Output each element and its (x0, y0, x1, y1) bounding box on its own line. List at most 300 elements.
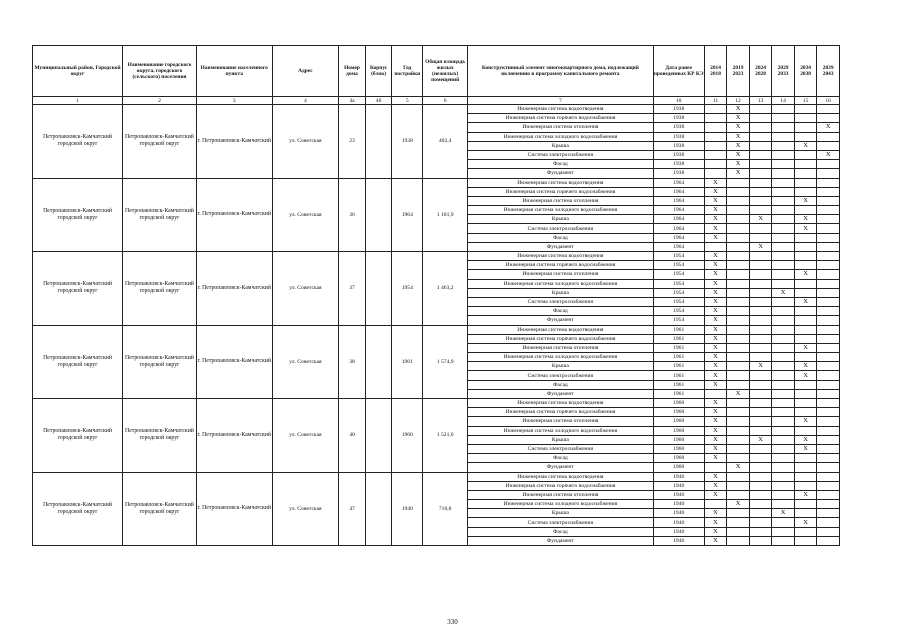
period-2024-2028-mark (749, 343, 772, 352)
block-cell (365, 399, 392, 473)
period-2039-2043-mark: X (817, 150, 840, 159)
period-2029-2033-mark (772, 132, 795, 141)
structural-element-cell: Крыша (468, 362, 653, 371)
period-2019-2023-mark (727, 178, 750, 187)
period-2014-2018-mark: X (704, 371, 727, 380)
period-2039-2043-mark (817, 270, 840, 279)
period-2029-2033-mark (772, 353, 795, 362)
period-2024-2028-mark: X (749, 362, 772, 371)
period-2019-2023-mark (727, 536, 750, 545)
period-2019-2023-mark (727, 518, 750, 527)
period-2014-2018-mark: X (704, 196, 727, 205)
settlement-cell: Петропавловск-Камчатский городской округ (123, 399, 197, 473)
period-2039-2043-mark (817, 316, 840, 325)
period-2024-2028-mark (749, 105, 772, 114)
period-2039-2043-mark (817, 500, 840, 509)
previous-repair-date-cell: 1961 (653, 389, 704, 398)
previous-repair-date-cell: 1964 (653, 242, 704, 251)
period-2039-2043-mark (817, 509, 840, 518)
district-cell: Петропавловск-Камчатский городской округ (33, 399, 123, 473)
structural-element-cell: Инженерная система отопления (468, 196, 653, 205)
period-2029-2033-mark (772, 500, 795, 509)
previous-repair-date-cell: 1940 (653, 481, 704, 490)
period-2014-2018-mark: X (704, 261, 727, 270)
period-2024-2028-mark (749, 233, 772, 242)
period-2024-2028-mark (749, 169, 772, 178)
period-2029-2033-mark (772, 242, 795, 251)
period-2034-2038-mark (794, 242, 817, 251)
previous-repair-date-cell: 1954 (653, 316, 704, 325)
period-2024-2028-mark: X (749, 242, 772, 251)
period-2029-2033-mark (772, 444, 795, 453)
period-2014-2018-mark: X (704, 252, 727, 261)
period-2024-2028-mark (749, 224, 772, 233)
period-2029-2033-mark (772, 206, 795, 215)
previous-repair-date-cell: 1940 (653, 500, 704, 509)
period-2014-2018-mark (704, 114, 727, 123)
previous-repair-date-cell: 1960 (653, 426, 704, 435)
period-2019-2023-mark (727, 316, 750, 325)
period-2039-2043-mark (817, 389, 840, 398)
table-row (33, 178, 840, 187)
period-2024-2028-mark (749, 463, 772, 472)
column-number: 10 (653, 97, 704, 105)
period-2039-2043-mark (817, 141, 840, 150)
block-cell (365, 105, 392, 179)
period-2029-2033-mark (772, 334, 795, 343)
period-2019-2023-mark (727, 435, 750, 444)
column-number: 4 (272, 97, 339, 105)
column-number: 14 (772, 97, 795, 105)
header-period-2029-2033: 2029 2033 (772, 46, 795, 97)
period-2039-2043-mark (817, 279, 840, 288)
period-2024-2028-mark (749, 389, 772, 398)
period-2029-2033-mark (772, 325, 795, 334)
period-2014-2018-mark: X (704, 270, 727, 279)
period-2014-2018-mark: X (704, 527, 727, 536)
period-2014-2018-mark: X (704, 399, 727, 408)
period-2029-2033-mark (772, 150, 795, 159)
period-2019-2023-mark (727, 334, 750, 343)
period-2014-2018-mark: X (704, 233, 727, 242)
block-cell (365, 325, 392, 399)
column-number: 2 (123, 97, 197, 105)
period-2019-2023-mark (727, 371, 750, 380)
period-2039-2043-mark (817, 325, 840, 334)
period-2029-2033-mark (772, 371, 795, 380)
period-2024-2028-mark (749, 206, 772, 215)
period-2034-2038-mark: X (794, 224, 817, 233)
structural-element-cell: Инженерная система холодного водоснабжения (468, 279, 653, 288)
period-2039-2043-mark (817, 536, 840, 545)
period-2019-2023-mark: X (727, 123, 750, 132)
house-number-cell: 38 (339, 325, 366, 399)
block-cell (365, 252, 392, 326)
period-2029-2033-mark (772, 490, 795, 499)
table-row (33, 399, 840, 408)
period-2019-2023-mark (727, 527, 750, 536)
previous-repair-date-cell: 1961 (653, 325, 704, 334)
period-2034-2038-mark (794, 500, 817, 509)
locality-cell: г. Петропавловск-Камчатский (196, 472, 272, 546)
previous-repair-date-cell: 1964 (653, 187, 704, 196)
period-2034-2038-mark: X (794, 270, 817, 279)
period-2019-2023-mark (727, 270, 750, 279)
period-2029-2033-mark (772, 536, 795, 545)
period-2024-2028-mark (749, 509, 772, 518)
period-2024-2028-mark: X (749, 215, 772, 224)
period-2019-2023-mark (727, 187, 750, 196)
period-2024-2028-mark (749, 490, 772, 499)
structural-element-cell: Инженерная система горячего водоснабжения (468, 408, 653, 417)
period-2024-2028-mark (749, 114, 772, 123)
period-2024-2028-mark (749, 160, 772, 169)
structural-element-cell: Фасад (468, 454, 653, 463)
period-2019-2023-mark (727, 279, 750, 288)
header-address: Адрес (272, 46, 339, 97)
period-2014-2018-mark: X (704, 444, 727, 453)
structural-element-cell: Инженерная система отопления (468, 417, 653, 426)
period-2014-2018-mark: X (704, 454, 727, 463)
structural-element-cell: Инженерная система водоотведения (468, 399, 653, 408)
period-2019-2023-mark (727, 509, 750, 518)
period-2039-2043-mark (817, 242, 840, 251)
period-2019-2023-mark (727, 490, 750, 499)
previous-repair-date-cell: 1961 (653, 371, 704, 380)
period-2039-2043-mark (817, 371, 840, 380)
total-area-cell: 1 574,9 (423, 325, 468, 399)
period-2024-2028-mark (749, 316, 772, 325)
period-2029-2033-mark (772, 215, 795, 224)
previous-repair-date-cell: 1940 (653, 527, 704, 536)
structural-element-cell: Инженерная система холодного водоснабжения (468, 132, 653, 141)
previous-repair-date-cell: 1961 (653, 334, 704, 343)
period-2034-2038-mark (794, 150, 817, 159)
period-2024-2028-mark (749, 123, 772, 132)
structural-element-cell: Крыша (468, 509, 653, 518)
period-2019-2023-mark (727, 444, 750, 453)
structural-element-cell: Фасад (468, 380, 653, 389)
period-2024-2028-mark (749, 196, 772, 205)
period-2014-2018-mark (704, 389, 727, 398)
previous-repair-date-cell: 1938 (653, 114, 704, 123)
period-2014-2018-mark (704, 463, 727, 472)
period-2029-2033-mark (772, 252, 795, 261)
period-2029-2033-mark (772, 270, 795, 279)
district-cell: Петропавловск-Камчатский городской округ (33, 252, 123, 326)
period-2014-2018-mark: X (704, 536, 727, 545)
period-2034-2038-mark (794, 307, 817, 316)
house-number-cell: 23 (339, 105, 366, 179)
period-2034-2038-mark: X (794, 490, 817, 499)
period-2034-2038-mark (794, 536, 817, 545)
year-built-cell: 1960 (392, 399, 423, 473)
previous-repair-date-cell: 1954 (653, 288, 704, 297)
period-2014-2018-mark (704, 123, 727, 132)
total-area-cell: 710,8 (423, 472, 468, 546)
period-2024-2028-mark (749, 481, 772, 490)
period-2014-2018-mark: X (704, 297, 727, 306)
header-period-2024-2028: 2024 2028 (749, 46, 772, 97)
period-2029-2033-mark (772, 224, 795, 233)
previous-repair-date-cell: 1940 (653, 490, 704, 499)
period-2014-2018-mark: X (704, 435, 727, 444)
period-2029-2033-mark (772, 169, 795, 178)
header-settlement: Наименование городского округа, городского (сельского) поселения (123, 46, 197, 97)
period-2014-2018-mark: X (704, 316, 727, 325)
period-2024-2028-mark (749, 472, 772, 481)
structural-element-cell: Фундамент (468, 389, 653, 398)
previous-repair-date-cell: 1964 (653, 196, 704, 205)
structural-element-cell: Система электроснабжения (468, 297, 653, 306)
period-2034-2038-mark (794, 233, 817, 242)
period-2014-2018-mark: X (704, 279, 727, 288)
header-previous-repair-date: Дата ранее проведенных КР КЭ (653, 46, 704, 97)
period-2014-2018-mark (704, 150, 727, 159)
locality-cell: г. Петропавловск-Камчатский (196, 252, 272, 326)
locality-cell: г. Петропавловск-Камчатский (196, 399, 272, 473)
period-2014-2018-mark: X (704, 288, 727, 297)
column-number: 12 (727, 97, 750, 105)
column-number: 5 (392, 97, 423, 105)
period-2019-2023-mark: X (727, 463, 750, 472)
period-2034-2038-mark (794, 187, 817, 196)
previous-repair-date-cell: 1960 (653, 435, 704, 444)
period-2019-2023-mark (727, 288, 750, 297)
previous-repair-date-cell: 1964 (653, 224, 704, 233)
period-2014-2018-mark: X (704, 426, 727, 435)
period-2039-2043-mark: X (817, 123, 840, 132)
period-2019-2023-mark (727, 426, 750, 435)
period-2029-2033-mark (772, 187, 795, 196)
column-number: 3 (196, 97, 272, 105)
period-2014-2018-mark (704, 160, 727, 169)
period-2034-2038-mark (794, 114, 817, 123)
period-2029-2033-mark: X (772, 509, 795, 518)
period-2039-2043-mark (817, 518, 840, 527)
total-area-cell: 402,4 (423, 105, 468, 179)
column-number: 1 (33, 97, 123, 105)
structural-element-cell: Система электроснабжения (468, 518, 653, 527)
address-cell: ул. Советская (272, 252, 339, 326)
period-2034-2038-mark (794, 252, 817, 261)
period-2029-2033-mark (772, 307, 795, 316)
period-2014-2018-mark: X (704, 343, 727, 352)
period-2024-2028-mark (749, 417, 772, 426)
period-2039-2043-mark (817, 132, 840, 141)
settlement-cell: Петропавловск-Камчатский городской округ (123, 105, 197, 179)
period-2034-2038-mark (794, 132, 817, 141)
period-2034-2038-mark (794, 472, 817, 481)
period-2019-2023-mark (727, 380, 750, 389)
period-2019-2023-mark: X (727, 114, 750, 123)
period-2039-2043-mark (817, 417, 840, 426)
period-2014-2018-mark: X (704, 380, 727, 389)
period-2029-2033-mark (772, 481, 795, 490)
header-structural-element: Конструктивный элемент многоквартирного дома, подлежащий включению в программу капитального ремонта (468, 46, 653, 97)
period-2039-2043-mark (817, 105, 840, 114)
period-2014-2018-mark: X (704, 215, 727, 224)
period-2019-2023-mark (727, 297, 750, 306)
period-2034-2038-mark: X (794, 362, 817, 371)
page-number: 330 (447, 618, 458, 626)
period-2014-2018-mark (704, 500, 727, 509)
period-2034-2038-mark: X (794, 141, 817, 150)
period-2014-2018-mark: X (704, 353, 727, 362)
period-2034-2038-mark (794, 481, 817, 490)
structural-element-cell: Инженерная система холодного водоснабжения (468, 426, 653, 435)
period-2019-2023-mark (727, 343, 750, 352)
period-2029-2033-mark (772, 472, 795, 481)
period-2029-2033-mark (772, 417, 795, 426)
period-2019-2023-mark (727, 353, 750, 362)
header-row (33, 46, 840, 97)
column-number: 16 (817, 97, 840, 105)
period-2039-2043-mark (817, 399, 840, 408)
period-2024-2028-mark (749, 325, 772, 334)
block-cell (365, 178, 392, 252)
previous-repair-date-cell: 1960 (653, 463, 704, 472)
structural-element-cell: Инженерная система водоотведения (468, 252, 653, 261)
district-cell: Петропавловск-Камчатский городской округ (33, 472, 123, 546)
period-2024-2028-mark (749, 178, 772, 187)
period-2029-2033-mark (772, 408, 795, 417)
structural-element-cell: Инженерная система горячего водоснабжения (468, 481, 653, 490)
structural-element-cell: Инженерная система холодного водоснабжения (468, 353, 653, 362)
period-2014-2018-mark: X (704, 178, 727, 187)
period-2034-2038-mark (794, 408, 817, 417)
period-2019-2023-mark: X (727, 160, 750, 169)
structural-element-cell: Инженерная система холодного водоснабжения (468, 206, 653, 215)
structural-element-cell: Фасад (468, 233, 653, 242)
period-2014-2018-mark: X (704, 481, 727, 490)
period-2014-2018-mark: X (704, 408, 727, 417)
period-2034-2038-mark (794, 334, 817, 343)
period-2034-2038-mark (794, 325, 817, 334)
structural-element-cell: Инженерная система отопления (468, 490, 653, 499)
period-2034-2038-mark (794, 426, 817, 435)
year-built-cell: 1961 (392, 325, 423, 399)
previous-repair-date-cell: 1960 (653, 444, 704, 453)
period-2039-2043-mark (817, 297, 840, 306)
previous-repair-date-cell: 1964 (653, 233, 704, 242)
column-number: 7 (468, 97, 653, 105)
period-2014-2018-mark: X (704, 206, 727, 215)
district-cell: Петропавловск-Камчатский городской округ (33, 105, 123, 179)
structural-element-cell: Инженерная система отопления (468, 343, 653, 352)
period-2024-2028-mark (749, 261, 772, 270)
period-2024-2028-mark (749, 353, 772, 362)
previous-repair-date-cell: 1938 (653, 150, 704, 159)
period-2029-2033-mark (772, 380, 795, 389)
settlement-cell: Петропавловск-Камчатский городской округ (123, 252, 197, 326)
period-2039-2043-mark (817, 343, 840, 352)
structural-element-cell: Система электроснабжения (468, 224, 653, 233)
structural-element-cell: Инженерная система водоотведения (468, 472, 653, 481)
table-row (33, 472, 840, 481)
period-2024-2028-mark (749, 536, 772, 545)
period-2014-2018-mark: X (704, 518, 727, 527)
period-2029-2033-mark (772, 399, 795, 408)
address-cell: ул. Советская (272, 325, 339, 399)
period-2034-2038-mark (794, 123, 817, 132)
period-2014-2018-mark: X (704, 362, 727, 371)
period-2034-2038-mark (794, 288, 817, 297)
period-2034-2038-mark (794, 380, 817, 389)
period-2034-2038-mark (794, 178, 817, 187)
period-2034-2038-mark (794, 316, 817, 325)
previous-repair-date-cell: 1940 (653, 472, 704, 481)
header-house-number: Номер дома (339, 46, 366, 97)
period-2024-2028-mark (749, 371, 772, 380)
period-2029-2033-mark (772, 114, 795, 123)
previous-repair-date-cell: 1964 (653, 215, 704, 224)
structural-element-cell: Инженерная система водоотведения (468, 178, 653, 187)
previous-repair-date-cell: 1960 (653, 417, 704, 426)
period-2029-2033-mark (772, 178, 795, 187)
period-2034-2038-mark: X (794, 435, 817, 444)
period-2024-2028-mark (749, 141, 772, 150)
previous-repair-date-cell: 1954 (653, 261, 704, 270)
previous-repair-date-cell: 1938 (653, 123, 704, 132)
house-number-cell: 37 (339, 252, 366, 326)
period-2034-2038-mark (794, 206, 817, 215)
period-2034-2038-mark (794, 463, 817, 472)
period-2014-2018-mark: X (704, 509, 727, 518)
period-2024-2028-mark (749, 426, 772, 435)
period-2024-2028-mark (749, 150, 772, 159)
period-2039-2043-mark (817, 114, 840, 123)
address-cell: ул. Советская (272, 472, 339, 546)
period-2019-2023-mark (727, 242, 750, 251)
period-2024-2028-mark (749, 288, 772, 297)
period-2019-2023-mark (727, 325, 750, 334)
header-period-2014-2018: 2014 2018 (704, 46, 727, 97)
header-total-area: Общая площадь жилых (нежилых) помещений (423, 46, 468, 97)
period-2024-2028-mark (749, 252, 772, 261)
period-2039-2043-mark (817, 426, 840, 435)
period-2034-2038-mark: X (794, 343, 817, 352)
period-2019-2023-mark: X (727, 500, 750, 509)
header-district: Муниципальный район, Городской округ (33, 46, 123, 97)
period-2039-2043-mark (817, 261, 840, 270)
house-number-cell: 40 (339, 399, 366, 473)
period-2014-2018-mark: X (704, 472, 727, 481)
period-2019-2023-mark: X (727, 141, 750, 150)
period-2034-2038-mark: X (794, 371, 817, 380)
period-2039-2043-mark (817, 252, 840, 261)
column-number: 4а (339, 97, 366, 105)
period-2019-2023-mark (727, 196, 750, 205)
period-2034-2038-mark: X (794, 215, 817, 224)
previous-repair-date-cell: 1954 (653, 279, 704, 288)
total-area-cell: 1 181,9 (423, 178, 468, 252)
previous-repair-date-cell: 1960 (653, 408, 704, 417)
period-2039-2043-mark (817, 444, 840, 453)
period-2024-2028-mark (749, 187, 772, 196)
period-2029-2033-mark (772, 297, 795, 306)
period-2024-2028-mark (749, 527, 772, 536)
table-body (33, 105, 840, 546)
address-cell: ул. Советская (272, 178, 339, 252)
structural-element-cell: Инженерная система холодного водоснабжения (468, 500, 653, 509)
period-2014-2018-mark: X (704, 307, 727, 316)
period-2034-2038-mark: X (794, 444, 817, 453)
period-2024-2028-mark (749, 408, 772, 417)
period-2019-2023-mark (727, 362, 750, 371)
period-2039-2043-mark (817, 527, 840, 536)
structural-element-cell: Инженерная система горячего водоснабжения (468, 187, 653, 196)
